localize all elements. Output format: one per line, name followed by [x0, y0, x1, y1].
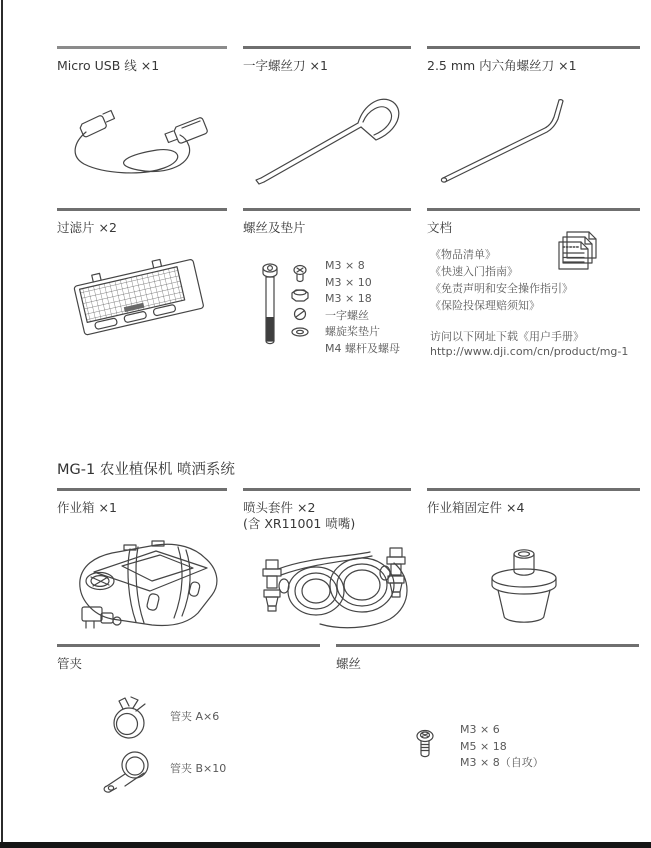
list-item: 一字螺丝	[325, 308, 369, 322]
spray-tank-icon	[60, 528, 235, 640]
item-label-tank-mount: 作业箱固定件 ×4	[427, 500, 525, 515]
hose-clamp-a-icon	[103, 692, 158, 744]
micro-usb-cable-icon	[62, 100, 222, 190]
list-item: M3 × 10	[325, 275, 372, 289]
item-label-documents: 文档	[427, 220, 453, 235]
list-item: M3 × 8	[325, 259, 365, 272]
column-rule	[57, 46, 227, 49]
download-url: http://www.dji.com/cn/product/mg-1	[430, 345, 629, 358]
item-sublabel-nozzle-kit: (含 XR11001 喷嘴)	[243, 516, 356, 531]
nozzle-kit-icon	[248, 533, 423, 638]
item-label-screws-washers: 螺丝及垫片	[243, 220, 306, 235]
flathead-screwdriver-icon	[248, 86, 413, 191]
list-item: 《物品清单》	[430, 248, 496, 261]
item-label-nozzle-kit: 喷头套件 ×2	[243, 500, 316, 515]
screw-icon	[412, 728, 438, 766]
filter-mesh-icon	[65, 252, 215, 348]
list-item: M3 × 6	[460, 723, 500, 736]
hose-clamp-b-icon	[97, 745, 159, 797]
hose-clamp-a-label: 管夹 A×6	[170, 710, 220, 723]
list-item: 《免责声明和安全操作指引》	[430, 282, 573, 295]
column-rule	[336, 644, 639, 647]
column-rule	[427, 46, 640, 49]
list-item: 《保险投保理赔须知》	[430, 299, 540, 312]
column-rule	[427, 488, 640, 491]
item-label-flathead-screwdriver: 一字螺丝刀 ×1	[243, 58, 328, 73]
screws-washers-icon	[258, 260, 318, 355]
column-rule	[57, 488, 227, 491]
page-left-border	[1, 0, 3, 848]
list-item: 《快速入门指南》	[430, 265, 518, 278]
column-rule	[243, 46, 411, 49]
documents-list	[430, 246, 573, 314]
column-rule	[57, 208, 227, 211]
item-label-hex-key: 2.5 mm 内六角螺丝刀 ×1	[427, 58, 577, 73]
tank-mount-icon	[468, 540, 583, 632]
item-label-hose-clamps: 管夹	[57, 656, 83, 671]
hose-clamp-b-label: 管夹 B×10	[170, 762, 227, 775]
list-item: M5 × 18	[460, 739, 507, 753]
item-label-usb-cable: Micro USB 线 ×1	[57, 58, 160, 73]
page-footer-bar	[0, 842, 651, 848]
item-label-filter: 过滤片 ×2	[57, 220, 117, 235]
column-rule	[243, 208, 411, 211]
list-item: M4 螺杆及螺母	[325, 341, 400, 355]
column-rule	[427, 208, 640, 211]
download-note: 访问以下网址下载《用户手册》	[430, 330, 584, 343]
section-title: MG-1 农业植保机 喷洒系统	[57, 462, 235, 478]
hex-key-icon	[433, 86, 598, 191]
list-item: M3 × 8（自攻）	[460, 756, 544, 769]
screws-washers-list	[325, 258, 400, 357]
column-rule	[57, 644, 320, 647]
item-label-spray-tank: 作业箱 ×1	[57, 500, 117, 515]
column-rule	[243, 488, 411, 491]
screws-list	[460, 722, 544, 772]
item-label-screws: 螺丝	[336, 656, 362, 671]
list-item: M3 × 18	[325, 292, 372, 305]
list-item: 螺旋桨垫片	[325, 325, 380, 338]
